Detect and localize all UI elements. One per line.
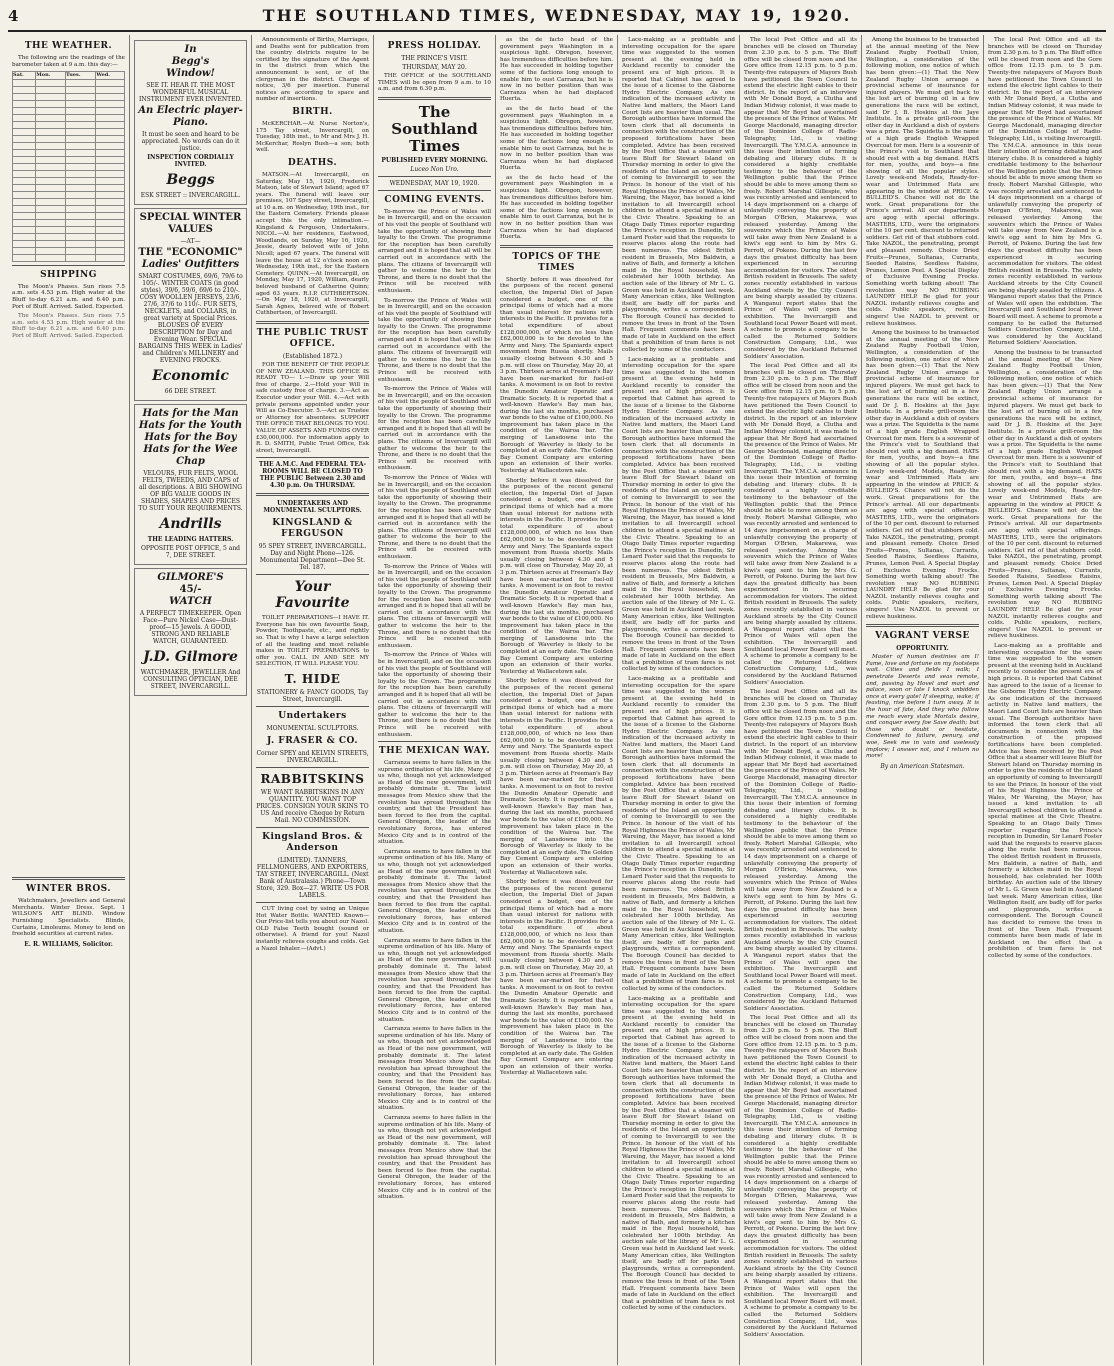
- undertakers-heading: Undertakers: [278, 711, 347, 722]
- verse-author: By an American Statesman.: [880, 762, 965, 770]
- topics-heading: TOPICS OF THE TIMES: [512, 251, 601, 273]
- shipping-heading: SHIPPING: [40, 269, 97, 280]
- column-9: The local Post Office and all its branches will be closed on Thursday from 2.30 p.m. to 5 p.m. The Bluff office will be closed from noon and the Gore office from 12.15 p.m. to 5 p.m. Twenty-five ratepayers of Mayors Bush have petitioned the Town Council to extend the electric light cables to their district. In the report of an interview with Mr Donald Boyd, a Clutha and Indian Midway colonist, it was made to appear that Mr Boyd had ascertained the presence of the Prince of Wales. Mr George Macdonald, managing director of the Dominion College of Radio-Telegraphy, Ltd., is visiting Invercargill. The Y.M.C.A. announce in this issue their intention of forming debating and literary clubs. It is considered a highly creditable testimony to the behaviour of the Wellington public that the Prince should be able to move among them so freely. Robert Marshal Gillespie, who was recently arrested and sentenced to 14 days imprisonment on a charge of unlawfully conveying the property of Morgan O'Brien, Makarewa, was released yesterday. Among the souvenirs which the Prince of Wales will take away from New Zealand is a kiwi's egg sent to him by Mrs G. Perrott, of Pokeno. During the last few days the greatest difficulty has been experienced in securing accommodation for visitors. The oldest British resident in Brussels. The safety zones recently established in various Auckland streets by the City Council are being sharply assailed by citizens. A Wanganui report states that the Prince of Wales will open the exhibition. The Invercargill and Southland local Power Board will meet. A scheme to promote a company to be called the Returned Soldiers Construction Company, Ltd., was considered by the Auckland Returned Soldiers' Association. Among the business to be transacted at the annual meeting of the New Zealand Rugby Football Union, Wellington, a consideration of the following motion, one notice of which has been given:—(1) That the New Zealand Rugby Union arrange a provincial scheme of insurance for injured players. We must get back to the lost art of burning oil in a few generations the race will be extinct, said Dr J. B. Hoskins at the Jaye Institute. In a private grill-room the other day in Auckland a dish of oysters was a prize. The Squidetta is the name of a high grade English Wrapped Overcoat for men. Here is a souvenir of the Prince's visit to Southland that should rest with a big demand. HATS for men, youths, and boys—a fine showing of all the popular styles. Lovely week-end Models, Ready-for-wear and Untrimmed Hats are appearing in the window at PRICE & BULLEID'S. Chance will not do the work. Great preparations for the Prince's arrival. All our departments are agog with special offerings. MASTERS, LTD., were the originators of the 10 per cent. discount to returned soldiers. Get rid of that stubborn cold. Take NAZOL, the penetrating, prompt and pleasant remedy. Choice Dried Fruits—Prunes, Sultanas, Currants, Seeded Raisins, Seedless Raisins, Prunes, Lemon Peel. A Special Display of Exclusive Evening Frocks. Something worth talking about! The revolution way NO RUBBING LAUNDRY HELP. Be glad for your NAZOL instantly relieves coughs and colds. Public speakers, reciters, singers! Use NAZOL to prevent or relieve huskiness. Lace-making as a profitable and interesting occupation for the spare time was suggested to the women present at the evening held in Auckland recently to consider the present era of high prices. It is reported that Cabinet has agreed to the issue of a license to the Gisborne Hydro Electric Company. As one indication of the increased activity in Native land matters, the Maori Land Court lists are heavier than usual. The Borough authorities have informed the town clerk that all documents in connection with the construction of the proposed fortifications have been completed. Advice has been received by the Post Office that a steamer will leave Bluff for Stewart Island on Thursday morning in order to give the residents of the Island an opportunity of coming to Invercargill to see the Prince. In honour of the visit of his Royal Highness the Prince of Wales, Mr Wareing, the Mayor, has issued a kind invitation to all Invercargill school children to attend a special matinee at the Civic Theatre. Speaking to an Otago Daily Times reporter regarding the Prince's reception in Dunedin, Sir Lenard Foster said that the requests to reserve places along the route had been numerous. The oldest British resident in Brussels, Mrs Baldwin, a native of Bath, and formerly a kitchen maid in the Royal household, has celebrated her 100th birthday. An auction sale of the library of Mr L. G. Green was held in Auckland last week. Many American cities, like Wellington itself, are badly off for parks and playgrounds, writes a correspondent. The Borough Council has decided to remove the trees in front of the Town Hall. Frequent comments have been made of late in Auckland on the effect that a prohibition of tram fares is not collected by some of the conductors.: [988, 37, 1102, 959]
- column-8: Among the business to be transacted at the annual meeting of the New Zealand Rugby Football Union, Wellington, a consideration of the following motion, one notice of which has been given:—(1) That the New Zealand Rugby Union arrange a provincial scheme of insurance for injured players. We must get back to the lost art of burning oil in a few generations the race will be extinct, said Dr J. B. Hoskins at the Jaye Institute. In a private grill-room the other day in Auckland a dish of oysters was a prize. The Squidetta is the name of a high grade English Wrapped Overcoat for men. Here is a souvenir of the Prince's visit to Southland that should rest with a big demand. HATS for men, youths, and boys—a fine showing of all the popular styles. Lovely week-end Models, Ready-for-wear and Untrimmed Hats are appearing in the window at PRICE & BULLEID'S. Chance will not do the work. Great preparations for the Prince's arrival. All our departments are agog with special offerings. MASTERS, LTD., were the originators of the 10 per cent. discount to returned soldiers. Get rid of that stubborn cold. Take NAZOL, the penetrating, prompt and pleasant remedy. Choice Dried Fruits—Prunes, Sultanas, Currants, Seeded Raisins, Seedless Raisins, Prunes, Lemon Peel. A Special Display of Exclusive Evening Frocks. Something worth talking about! The revolution way NO RUBBING LAUNDRY HELP. Be glad for your NAZOL instantly relieves coughs and colds. Public speakers, reciters, singers! Use NAZOL to prevent or relieve huskiness. Among the business to be transacted at the annual meeting of the New Zealand Rugby Football Union, Wellington, a consideration of the following motion, one notice of which has been given:—(1) That the New Zealand Rugby Union arrange a provincial scheme of insurance for injured players. We must get back to the lost art of burning oil in a few generations the race will be extinct, said Dr J. B. Hoskins at the Jaye Institute. In a private grill-room the other day in Auckland a dish of oysters was a prize. The Squidetta is the name of a high grade English Wrapped Overcoat for men. Here is a souvenir of the Prince's visit to Southland that should rest with a big demand. HATS for men, youths, and boys—a fine showing of all the popular styles. Lovely week-end Models, Ready-for-wear and Untrimmed Hats are appearing in the window at PRICE & BULLEID'S. Chance will not do the work. Great preparations for the Prince's arrival. All our departments are agog with special offerings. MASTERS, LTD., were the originators of the 10 per cent. discount to returned soldiers. Get rid of that stubborn cold. Take NAZOL, the penetrating, prompt and pleasant remedy. Choice Dried Fruits—Prunes, Sultanas, Currants, Seeded Raisins, Seedless Raisins, Prunes, Lemon Peel. A Special Display of Exclusive Evening Frocks. Something worth talking about! The revolution way NO RUBBING LAUNDRY HELP. Be glad for your NAZOL instantly relieves coughs and colds. Public speakers, reciters, singers! Use NAZOL to prevent or relieve huskiness. VAGRANT VERSE OPPORTUNITY. Master of human destinies am I! Fame, love and fortune on my footsteps wait. Cities and fields I walk; I penetrate Deserts and seas remote, and, passing by Hovel and mart and palace, soon or late I knock unbidden once at every gate! If sleeping, wake; if feasting, rise before I turn away. It is the hour of fate, And they who follow me reach every state Mortals desire, and conquer every foe Save death; but those who doubt or hesitate, Condemned to failure, penury, and woe, Seek me in vain and uselessly implore; I answer not, and I return no more! By an American Statesman.: [862, 35, 984, 1365]
- nameplate: The Southland Times: [391, 102, 478, 155]
- your-favourite-heading: Your Favourite: [275, 579, 350, 612]
- birth-heading: BIRTH.: [292, 106, 333, 117]
- gilmore-logo: J.D. Gilmore: [143, 649, 238, 665]
- fraser-heading: J. FRASER & CO.: [266, 736, 359, 747]
- masthead: [8, 6, 1106, 32]
- weather-col-sat: Sat.: [13, 72, 36, 80]
- winter-bros-text: Watchmakers, Jewellers and General Merchants. Winter Dress. Sept. 1 WILSON'S ART BLIND. Window Furnishing Specialists. Blinds, Curtains, Linoleums. Money to lend on freehold securities at current rates.: [12, 898, 125, 938]
- andrills-advert: Hats for the Man Hats for the Youth Hats for the Boy Hats for the Wee Chap VELOURS, FUR FELTS, WOOL FELTS, TWEEDS, AND CAPS of all descriptions. A BIG SHOWING OF BIG VALUE GOODS IN SHADES, SHAPES AND PRICES TO SUIT YOUR REQUIREMENTS. Andrills THE LEADING HATTERS. OPPOSITE POST OFFICE, 5 and 7, DEE STREET.: [134, 404, 247, 565]
- weather-col-wed: Wed.: [96, 72, 125, 80]
- weather-col-mon: Mon.: [36, 72, 66, 80]
- issue-date: WEDNESDAY, MAY 19, 1920.: [389, 179, 480, 187]
- vagrant-verse-heading: VAGRANT VERSE: [875, 631, 970, 642]
- beggs-logo: Beggs: [166, 172, 215, 188]
- winter-bros-heading: WINTER BROS.: [26, 884, 111, 895]
- andrills-logo: Andrills: [159, 516, 222, 532]
- column-1-filler: The Moon's Phases. Sun rises 7.5 a.m. sets 4.53 p.m. High water at the Bluff to-day 6.21 a.m. and 6.40 p.m. Port of Bluff. Arrived. Sailed. Expected.: [12, 313, 125, 339]
- deaths-heading: DEATHS.: [287, 157, 338, 168]
- column-3: Announcements of Births, Marriages, and Deaths sent for publication from the country districts require to be certified by the signature of the Agent in the district from which the announcement is sent, or of the clergyman in the district. Charge of notice, 3/6 per insertion. Funeral notices are according to space and number of insertions. BIRTH. McKERCHAR.—At Nurse Norton's, 175 Tay street, Invercargill, on Tuesday, 18th inst., to Mr and Mrs J. H. McKerchar, Roslyn Bush—a son; both well. DEATHS. MATSON.—At Invercargill, on Saturday, May 15, 1920, Frederick Matson, late of Stewart Island; aged 67 years. The funeral will leave our premises, 107 Spey street, Invercargill, at 10 a.m. on Wednesday, 19th inst., for the Eastern Cemetery. Friends please accept this the only intimation.—Kingsland & Ferguson, Undertakers. NICOL.—At her residence, Eastwood, Woodlands, on Sunday, May 16, 1920, Jessie, dearly beloved wife of John Nicoll; aged 67 years. The funeral will leave the house at 12 o'clock noon on Wednesday, 19th inst., for the Eastern Cemetery. QUINN.—At Invercargill, on Monday, May 17, 1920, William, dearly beloved husband of Catherine Quinn; aged 63 years. R.I.P. CUTHBERTSON.—On May 18, 1920, at Invercargill, Sarah Agnes, beloved wife of Robert Cuthbertson, of Invercargill. THE PUBLIC TRUST OFFICE. (Established 1872.) FOR THE BENEFIT OF THE PEOPLE OF NEW ZEALAND. THIS OFFICE IS READY TO— 1.—Draw up your Will free of charge. 2.—Hold your Will in safe custody free of charge. 3.—Act as Executor under your Will. 4.—Act with private persons appointed under your Will as Co-Executor. 5.—Act as Trustee or Attorney for absentees. SUPPORT THE OFFICE THAT BELONGS TO YOU. VALUE OF ASSETS AND FUNDS OVER £30,000,000. For information apply to R. D. SMITH, Public Trust Office, Esk street, Invercargill. THE A.M.C. And FEDERAL TEA-ROOMS WILL BE CLOSED TO THE PUBLIC Between 2.30 and 4.30 p.m. On THURSDAY. UNDERTAKERS AND MONUMENTAL SCULPTORS. KINGSLAND & FERGUSON 95 SPEY STREET, INVERCARGILL. Day and Night Phone—126. Monumental Department—Dee St. Tel. 187. Your Favourite TOILET PREPARATIONS—I HAVE IT. Everyone has his own favourite Soap, Powder, Toothpaste, etc., and rightly so. That is why I have a large selection of all the leading and most reliable makes in TOILET PREPARATIONS to offer you. CALL IN AND SEE MY SELECTION, IT WILL PLEASE YOU. T. HIDE STATIONERY & FANCY GOODS, Tay Street, Invercargill. Undertakers MONUMENTAL SCULPTORS. J. FRASER & CO. Corner SPEY and KELVIN STREETS, INVERCARGILL. RABBITSKINS WE WANT RABBITSKINS IN ANY QUANTITY. YOU WANT TOP PRICES. CONSIGN YOUR SKINS TO US And receive Cheque by Return Mail. NO COMMISSION. Kingsland Bros. & Anderson (LIMITED). TANNERS, FELLMONGERS, AND EXPORTERS, TAY STREET, INVERCARGILL. (Next Bank of Australasia.) Phone—Town Store, 329. Box—27. WRITE US FOR LABELS. CUT living cost by using an Unique Hot Water Bottle. WANTED Known—Our Price-list tells you about our Nazol. OLD False Teeth bought (sound or otherwise). A friend for you! Nazol instantly relieves coughs and colds. Get a Nazol Inhaler.—(Advt.): [252, 35, 374, 1365]
- economic-advert: SPECIAL WINTER VALUES —AT— THE "ECONOMIC" Ladies' Outfitters SMART COSTUMES, 69/6, 79/6 to 105/-. WINTER COATS (in good styles), 39/6, 59/6, 69/6 to 210/-. COSY WOOLLEN JERSEYS, 23/6, 27/6, 37/6 to 110/-. FUR SETS, NECKLETS, and COLLARS, in great variety at Special Prices. BLOUSES OF EVERY DESCRIPTION for Day and Evening Wear. SPECIAL BARGAINS THIS WEEK in Ladies' and Children's MILLINERY and EVENING FROCKS. Economic 66 DEE STREET.: [134, 208, 247, 401]
- t-hide-heading: T. HIDE: [284, 672, 341, 687]
- column-1: [8, 35, 130, 1365]
- beggs-advert: In Begg's Window! SEE IT. HEAR IT. THE MOST WONDERFUL MUSICAL INSTRUMENT EVER INVENTED. An Electric player-Piano. It must be seen and heard to be appreciated. No words can do it justice. INSPECTION CORDIALLY INVITED. Beggs ESK STREET :: INVERCARGILL.: [134, 40, 247, 205]
- column-5: as the de facto head of the government pays Washington in a suspicious light. Obregon, however, has tremendous difficulties before him. He has succeeded in holding together some of the factions long enough to enable him to oust Carranza, but he is now in no better position than was Carranza when he had displaced Huerta. as the de facto head of the government pays Washington in a suspicious light. Obregon, however, has tremendous difficulties before him. He has succeeded in holding together some of the factions long enough to enable him to oust Carranza, but he is now in no better position than was Carranza when he had displaced Huerta. as the de facto head of the government pays Washington in a suspicious light. Obregon, however, has tremendous difficulties before him. He has succeeded in holding together some of the factions long enough to enable him to oust Carranza, but he is now in no better position than was Carranza when he had displaced Huerta. TOPICS OF THE TIMES Shortly before it was dissolved for the purposes of the recent general election, the Imperial Diet of Japan considered a budget, one of the principal items of which had a more than usual interest for nations with interests in the Pacific. It provides for a total expenditure of about £128,000,000, of which no less than £62,000,000 is to be devoted to the Army and Navy. The Spaniards expect movement from Russia shortly. Mails usually closing between 4.30 and 5 p.m. will close on Thursday, May 20, at 3 p.m. Thirteen acres at Freeman's Bay have been ear-marked for fuel-oil tanks. A movement is on foot to revive the Dunedin Amateur Operatic and Dramatic Society. It is reported that a well-known Hawke's Bay man has, during the last six months, purchased war bonds to the value of £100,000. No improvement has taken place in the condition of the Wairoa bar. The merging of Lansdowne into the Borough of Waverley is likely to be completed at an early date. The Golden Bay Cement Company are entering upon an extension of their works. Yesterday at Wallacetown sale. Shortly before it was dissolved for the purposes of the recent general election, the Imperial Diet of Japan considered a budget, one of the principal items of which had a more than usual interest for nations with interests in the Pacific. It provides for a total expenditure of about £128,000,000, of which no less than £62,000,000 is to be devoted to the Army and Navy. The Spaniards expect movement from Russia shortly. Mails usually closing between 4.30 and 5 p.m. will close on Thursday, May 20, at 3 p.m. Thirteen acres at Freeman's Bay have been ear-marked for fuel-oil tanks. A movement is on foot to revive the Dunedin Amateur Operatic and Dramatic Society. It is reported that a well-known Hawke's Bay man has, during the last six months, purchased war bonds to the value of £100,000. No improvement has taken place in the condition of the Wairoa bar. The merging of Lansdowne into the Borough of Waverley is likely to be completed at an early date. The Golden Bay Cement Company are entering upon an extension of their works. Yesterday at Wallacetown sale. Shortly before it was dissolved for the purposes of the recent general election, the Imperial Diet of Japan considered a budget, one of the principal items of which had a more than usual interest for nations with interests in the Pacific. It provides for a total expenditure of about £128,000,000, of which no less than £62,000,000 is to be devoted to the Army and Navy. The Spaniards expect movement from Russia shortly. Mails usually closing between 4.30 and 5 p.m. will close on Thursday, May 20, at 3 p.m. Thirteen acres at Freeman's Bay have been ear-marked for fuel-oil tanks. A movement is on foot to revive the Dunedin Amateur Operatic and Dramatic Society. It is reported that a well-known Hawke's Bay man has, during the last six months, purchased war bonds to the value of £100,000. No improvement has taken place in the condition of the Wairoa bar. The merging of Lansdowne into the Borough of Waverley is likely to be completed at an early date. The Golden Bay Cement Company are entering upon an extension of their works. Yesterday at Wallacetown sale. Shortly before it was dissolved for the purposes of the recent general election, the Imperial Diet of Japan considered a budget, one of the principal items of which had a more than usual interest for nations with interests in the Pacific. It provides for a total expenditure of about £128,000,000, of which no less than £62,000,000 is to be devoted to the Army and Navy. The Spaniards expect movement from Russia shortly. Mails usually closing between 4.30 and 5 p.m. will close on Thursday, May 20, at 3 p.m. Thirteen acres at Freeman's Bay have been ear-marked for fuel-oil tanks. A movement is on foot to revive the Dunedin Amateur Operatic and Dramatic Society. It is reported that a well-known Hawke's Bay man has, during the last six months, purchased war bonds to the value of £100,000. No improvement has taken place in the condition of the Wairoa bar. The merging of Lansdowne into the Borough of Waverley is likely to be completed at an early date. The Golden Bay Cement Company are entering upon an extension of their works. Yesterday at Wallacetown sale.: [496, 35, 618, 1365]
- columns: [8, 35, 1106, 1365]
- verse-text: Master of human destinies am I! Fame, love and fortune on my footsteps wait. Cities and fields I walk; I penetrate Deserts and seas remote, and, passing by Hovel and mart and palace, soon or late I knock unbidden once at every gate! If sleeping, wake; if feasting, rise before I turn away. It is the hour of fate, And they who follow me reach every state Mortals desire, and conquer every foe Save death; but those who doubt or hesitate, Condemned to failure, penury, and woe, Seek me in vain and uselessly implore; I answer not, and I return no more!: [866, 654, 979, 760]
- verse-title: OPPORTUNITY.: [896, 645, 949, 653]
- weather-heading: THE WEATHER.: [24, 41, 113, 51]
- page-number: 4: [8, 7, 19, 25]
- amc-notice: THE A.M.C. And FEDERAL TEA-ROOMS WILL BE CLOSED TO THE PUBLIC Between 2.30 and 4.30 p.m. On THURSDAY.: [258, 461, 367, 490]
- kingsland-ferguson-heading: KINGSLAND & FERGUSON: [272, 518, 353, 540]
- column-6: Lace-making as a profitable and interesting occupation for the spare time was suggested to the women present at the evening held in Auckland recently to consider the present era of high prices. It is reported that Cabinet has agreed to the issue of a license to the Gisborne Hydro Electric Company. As one indication of the increased activity in Native land matters, the Maori Land Court lists are heavier than usual. The Borough authorities have informed the town clerk that all documents in connection with the construction of the proposed fortifications have been completed. Advice has been received by the Post Office that a steamer will leave Bluff for Stewart Island on Thursday morning in order to give the residents of the Island an opportunity of coming to Invercargill to see the Prince. In honour of the visit of his Royal Highness the Prince of Wales, Mr Wareing, the Mayor, has issued a kind invitation to all Invercargill school children to attend a special matinee at the Civic Theatre. Speaking to an Otago Daily Times reporter regarding the Prince's reception in Dunedin, Sir Lenard Foster said that the requests to reserve places along the route had been numerous. The oldest British resident in Brussels, Mrs Baldwin, a native of Bath, and formerly a kitchen maid in the Royal household, has celebrated her 100th birthday. An auction sale of the library of Mr L. G. Green was held in Auckland last week. Many American cities, like Wellington itself, are badly off for parks and playgrounds, writes a correspondent. The Borough Council has decided to remove the trees in front of the Town Hall. Frequent comments have been made of late in Auckland on the effect that a prohibition of tram fares is not collected by some of the conductors. Lace-making as a profitable and interesting occupation for the spare time was suggested to the women present at the evening held in Auckland recently to consider the present era of high prices. It is reported that Cabinet has agreed to the issue of a license to the Gisborne Hydro Electric Company. As one indication of the increased activity in Native land matters, the Maori Land Court lists are heavier than usual. The Borough authorities have informed the town clerk that all documents in connection with the construction of the proposed fortifications have been completed. Advice has been received by the Post Office that a steamer will leave Bluff for Stewart Island on Thursday morning in order to give the residents of the Island an opportunity of coming to Invercargill to see the Prince. In honour of the visit of his Royal Highness the Prince of Wales, Mr Wareing, the Mayor, has issued a kind invitation to all Invercargill school children to attend a special matinee at the Civic Theatre. Speaking to an Otago Daily Times reporter regarding the Prince's reception in Dunedin, Sir Lenard Foster said that the requests to reserve places along the route had been numerous. The oldest British resident in Brussels, Mrs Baldwin, a native of Bath, and formerly a kitchen maid in the Royal household, has celebrated her 100th birthday. An auction sale of the library of Mr L. G. Green was held in Auckland last week. Many American cities, like Wellington itself, are badly off for parks and playgrounds, writes a correspondent. The Borough Council has decided to remove the trees in front of the Town Hall. Frequent comments have been made of late in Auckland on the effect that a prohibition of tram fares is not collected by some of the conductors. Lace-making as a profitable and interesting occupation for the spare time was suggested to the women present at the evening held in Auckland recently to consider the present era of high prices. It is reported that Cabinet has agreed to the issue of a license to the Gisborne Hydro Electric Company. As one indication of the increased activity in Native land matters, the Maori Land Court lists are heavier than usual. The Borough authorities have informed the town clerk that all documents in connection with the construction of the proposed fortifications have been completed. Advice has been received by the Post Office that a steamer will leave Bluff for Stewart Island on Thursday morning in order to give the residents of the Island an opportunity of coming to Invercargill to see the Prince. In honour of the visit of his Royal Highness the Prince of Wales, Mr Wareing, the Mayor, has issued a kind invitation to all Invercargill school children to attend a special matinee at the Civic Theatre. Speaking to an Otago Daily Times reporter regarding the Prince's reception in Dunedin, Sir Lenard Foster said that the requests to reserve places along the route had been numerous. The oldest British resident in Brussels, Mrs Baldwin, a native of Bath, and formerly a kitchen maid in the Royal household, has celebrated her 100th birthday. An auction sale of the library of Mr L. G. Green was held in Auckland last week. Many American cities, like Wellington itself, are badly off for parks and playgrounds, writes a correspondent. The Borough Council has decided to remove the trees in front of the Town Hall. Frequent comments have been made of late in Auckland on the effect that a prohibition of tram fares is not collected by some of the conductors. Lace-making as a profitable and interesting occupation for the spare time was suggested to the women present at the evening held in Auckland recently to consider the present era of high prices. It is reported that Cabinet has agreed to the issue of a license to the Gisborne Hydro Electric Company. As one indication of the increased activity in Native land matters, the Maori Land Court lists are heavier than usual. The Borough authorities have informed the town clerk that all documents in connection with the construction of the proposed fortifications have been completed. Advice has been received by the Post Office that a steamer will leave Bluff for Stewart Island on Thursday morning in order to give the residents of the Island an opportunity of coming to Invercargill to see the Prince. In honour of the visit of his Royal Highness the Prince of Wales, Mr Wareing, the Mayor, has issued a kind invitation to all Invercargill school children to attend a special matinee at the Civic Theatre. Speaking to an Otago Daily Times reporter regarding the Prince's reception in Dunedin, Sir Lenard Foster said that the requests to reserve places along the route had been numerous. The oldest British resident in Brussels, Mrs Baldwin, a native of Bath, and formerly a kitchen maid in the Royal household, has celebrated her 100th birthday. An auction sale of the library of Mr L. G. Green was held in Auckland last week. Many American cities, like Wellington itself, are badly off for parks and playgrounds, writes a correspondent. The Borough Council has decided to remove the trees in front of the Town Hall. Frequent comments have been made of late in Auckland on the effect that a prohibition of tram fares is not collected by some of the conductors.: [618, 35, 740, 1365]
- rabbitskins-heading: RABBITSKINS: [260, 772, 365, 787]
- masthead-title: THE SOUTHLAND TIMES, WEDNESDAY, MAY 19, 1920.: [262, 6, 852, 25]
- public-trust-heading: THE PUBLIC TRUST OFFICE.: [256, 327, 369, 349]
- solicitor-footer: E. R. WILLIAMS, Solicitor.: [24, 940, 113, 948]
- column-2: [130, 35, 252, 1365]
- weather-intro: The following are the readings of the barometer taken at 9 a.m. this day:—: [12, 55, 125, 68]
- weather-col-tues: Tues.: [65, 72, 95, 80]
- economic-logo: Economic: [152, 368, 229, 384]
- coming-events-heading: COMING EVENTS.: [384, 194, 485, 205]
- gilmore-advert: GILMORE'S 45/- WATCH A PERFECT TIMEKEEPER. Open Face—Pure Nickel Case—Dust-proof—15 Jewels. A GOOD, STRONG AND RELIABLE WATCH, GUARANTEED. J.D. Gilmore WATCHMAKER, JEWELLER And CONSULTING OPTICIAN, DEE STREET, INVERCARGILL.: [134, 568, 247, 696]
- column-7: The local Post Office and all its branches will be closed on Thursday from 2.30 p.m. to 5 p.m. The Bluff office will be closed from noon and the Gore office from 12.15 p.m. to 5 p.m. Twenty-five ratepayers of Mayors Bush have petitioned the Town Council to extend the electric light cables to their district. In the report of an interview with Mr Donald Boyd, a Clutha and Indian Midway colonist, it was made to appear that Mr Boyd had ascertained the presence of the Prince of Wales. Mr George Macdonald, managing director of the Dominion College of Radio-Telegraphy, Ltd., is visiting Invercargill. The Y.M.C.A. announce in this issue their intention of forming debating and literary clubs. It is considered a highly creditable testimony to the behaviour of the Wellington public that the Prince should be able to move among them so freely. Robert Marshal Gillespie, who was recently arrested and sentenced to 14 days imprisonment on a charge of unlawfully conveying the property of Morgan O'Brien, Makarewa, was released yesterday. Among the souvenirs which the Prince of Wales will take away from New Zealand is a kiwi's egg sent to him by Mrs G. Perrott, of Pokeno. During the last few days the greatest difficulty has been experienced in securing accommodation for visitors. The oldest British resident in Brussels. The safety zones recently established in various Auckland streets by the City Council are being sharply assailed by citizens. A Wanganui report states that the Prince of Wales will open the exhibition. The Invercargill and Southland local Power Board will meet. A scheme to promote a company to be called the Returned Soldiers Construction Company, Ltd., was considered by the Auckland Returned Soldiers' Association. The local Post Office and all its branches will be closed on Thursday from 2.30 p.m. to 5 p.m. The Bluff office will be closed from noon and the Gore office from 12.15 p.m. to 5 p.m. Twenty-five ratepayers of Mayors Bush have petitioned the Town Council to extend the electric light cables to their district. In the report of an interview with Mr Donald Boyd, a Clutha and Indian Midway colonist, it was made to appear that Mr Boyd had ascertained the presence of the Prince of Wales. Mr George Macdonald, managing director of the Dominion College of Radio-Telegraphy, Ltd., is visiting Invercargill. The Y.M.C.A. announce in this issue their intention of forming debating and literary clubs. It is considered a highly creditable testimony to the behaviour of the Wellington public that the Prince should be able to move among them so freely. Robert Marshal Gillespie, who was recently arrested and sentenced to 14 days imprisonment on a charge of unlawfully conveying the property of Morgan O'Brien, Makarewa, was released yesterday. Among the souvenirs which the Prince of Wales will take away from New Zealand is a kiwi's egg sent to him by Mrs G. Perrott, of Pokeno. During the last few days the greatest difficulty has been experienced in securing accommodation for visitors. The oldest British resident in Brussels. The safety zones recently established in various Auckland streets by the City Council are being sharply assailed by citizens. A Wanganui report states that the Prince of Wales will open the exhibition. The Invercargill and Southland local Power Board will meet. A scheme to promote a company to be called the Returned Soldiers Construction Company, Ltd., was considered by the Auckland Returned Soldiers' Association. The local Post Office and all its branches will be closed on Thursday from 2.30 p.m. to 5 p.m. The Bluff office will be closed from noon and the Gore office from 12.15 p.m. to 5 p.m. Twenty-five ratepayers of Mayors Bush have petitioned the Town Council to extend the electric light cables to their district. In the report of an interview with Mr Donald Boyd, a Clutha and Indian Midway colonist, it was made to appear that Mr Boyd had ascertained the presence of the Prince of Wales. Mr George Macdonald, managing director of the Dominion College of Radio-Telegraphy, Ltd., is visiting Invercargill. The Y.M.C.A. announce in this issue their intention of forming debating and literary clubs. It is considered a highly creditable testimony to the behaviour of the Wellington public that the Prince should be able to move among them so freely. Robert Marshal Gillespie, who was recently arrested and sentenced to 14 days imprisonment on a charge of unlawfully conveying the property of Morgan O'Brien, Makarewa, was released yesterday. Among the souvenirs which the Prince of Wales will take away from New Zealand is a kiwi's egg sent to him by Mrs G. Perrott, of Pokeno. During the last few days the greatest difficulty has been experienced in securing accommodation for visitors. The oldest British resident in Brussels. The safety zones recently established in various Auckland streets by the City Council are being sharply assailed by citizens. A Wanganui report states that the Prince of Wales will open the exhibition. The Invercargill and Southland local Power Board will meet. A scheme to promote a company to be called the Returned Soldiers Construction Company, Ltd., was considered by the Auckland Returned Soldiers' Association. The local Post Office and all its branches will be closed on Thursday from 2.30 p.m. to 5 p.m. The Bluff office will be closed from noon and the Gore office from 12.15 p.m. to 5 p.m. Twenty-five ratepayers of Mayors Bush have petitioned the Town Council to extend the electric light cables to their district. In the report of an interview with Mr Donald Boyd, a Clutha and Indian Midway colonist, it was made to appear that Mr Boyd had ascertained the presence of the Prince of Wales. Mr George Macdonald, managing director of the Dominion College of Radio-Telegraphy, Ltd., is visiting Invercargill. The Y.M.C.A. announce in this issue their intention of forming debating and literary clubs. It is considered a highly creditable testimony to the behaviour of the Wellington public that the Prince should be able to move among them so freely. Robert Marshal Gillespie, who was recently arrested and sentenced to 14 days imprisonment on a charge of unlawfully conveying the property of Morgan O'Brien, Makarewa, was released yesterday. Among the souvenirs which the Prince of Wales will take away from New Zealand is a kiwi's egg sent to him by Mrs G. Perrott, of Pokeno. During the last few days the greatest difficulty has been experienced in securing accommodation for visitors. The oldest British resident in Brussels. The safety zones recently established in various Auckland streets by the City Council are being sharply assailed by citizens. A Wanganui report states that the Prince of Wales will open the exhibition. The Invercargill and Southland local Power Board will meet. A scheme to promote a company to be called the Returned Soldiers Construction Company, Ltd., was considered by the Auckland Returned Soldiers' Association.: [740, 35, 862, 1365]
- weather-table: [12, 71, 125, 262]
- column-4: PRESS HOLIDAY. THE PRINCE'S VISIT. THURSDAY, MAY 20. THE OFFICE of the SOUTHLAND TIMES will be open from 9 a.m. to 10 a.m. and from 6.30 p.m. The Southland Times PUBLISHED EVERY MORNING. Luceo Non Uro. WEDNESDAY, MAY 19, 1920. COMING EVENTS. To-morrow the Prince of Wales will be in Invercargill, and on the occasion of his visit the people of Southland will take the opportunity of showing their loyalty to the Crown. The programme for the reception has been carefully arranged and it is hoped that all will be carried out in accordance with the plans. The citizens of Invercargill will gather to welcome the heir to the Throne, and there is no doubt that the Prince will be received with enthusiasm. To-morrow the Prince of Wales will be in Invercargill, and on the occasion of his visit the people of Southland will take the opportunity of showing their loyalty to the Crown. The programme for the reception has been carefully arranged and it is hoped that all will be carried out in accordance with the plans. The citizens of Invercargill will gather to welcome the heir to the Throne, and there is no doubt that the Prince will be received with enthusiasm. To-morrow the Prince of Wales will be in Invercargill, and on the occasion of his visit the people of Southland will take the opportunity of showing their loyalty to the Crown. The programme for the reception has been carefully arranged and it is hoped that all will be carried out in accordance with the plans. The citizens of Invercargill will gather to welcome the heir to the Throne, and there is no doubt that the Prince will be received with enthusiasm. To-morrow the Prince of Wales will be in Invercargill, and on the occasion of his visit the people of Southland will take the opportunity of showing their loyalty to the Crown. The programme for the reception has been carefully arranged and it is hoped that all will be carried out in accordance with the plans. The citizens of Invercargill will gather to welcome the heir to the Throne, and there is no doubt that the Prince will be received with enthusiasm. To-morrow the Prince of Wales will be in Invercargill, and on the occasion of his visit the people of Southland will take the opportunity of showing their loyalty to the Crown. The programme for the reception has been carefully arranged and it is hoped that all will be carried out in accordance with the plans. The citizens of Invercargill will gather to welcome the heir to the Throne, and there is no doubt that the Prince will be received with enthusiasm. To-morrow the Prince of Wales will be in Invercargill, and on the occasion of his visit the people of Southland will take the opportunity of showing their loyalty to the Crown. The programme for the reception has been carefully arranged and it is hoped that all will be carried out in accordance with the plans. The citizens of Invercargill will gather to welcome the heir to the Throne, and there is no doubt that the Prince will be received with enthusiasm. THE MEXICAN WAY. Carranza seems to have fallen in the supreme ordination of his life. Many of us who, though not yet acknowledged as Head of the new government, will probably dominate it. The latest messages from Mexico show that the revolution has spread throughout the country, and that the President has been forced to flee from the capital. General Obregon, the leader of the revolutionary forces, has entered Mexico City and is in control of the situation. Carranza seems to have fallen in the supreme ordination of his life. Many of us who, though not yet acknowledged as Head of the new government, will probably dominate it. The latest messages from Mexico show that the revolution has spread throughout the country, and that the President has been forced to flee from the capital. General Obregon, the leader of the revolutionary forces, has entered Mexico City and is in control of the situation. Carranza seems to have fallen in the supreme ordination of his life. Many of us who, though not yet acknowledged as Head of the new government, will probably dominate it. The latest messages from Mexico show that the revolution has spread throughout the country, and that the President has been forced to flee from the capital. General Obregon, the leader of the revolutionary forces, has entered Mexico City and is in control of the situation. Carranza seems to have fallen in the supreme ordination of his life. Many of us who, though not yet acknowledged as Head of the new government, will probably dominate it. The latest messages from Mexico show that the revolution has spread throughout the country, and that the President has been forced to flee from the capital. General Obregon, the leader of the revolutionary forces, has entered Mexico City and is in control of the situation. Carranza seems to have fallen in the supreme ordination of his life. Many of us who, though not yet acknowledged as Head of the new government, will probably dominate it. The latest messages from Mexico show that the revolution has spread throughout the country, and that the President has been forced to flee from the capital. General Obregon, the leader of the revolutionary forces, has entered Mexico City and is in control of the situation.: [374, 35, 496, 1365]
- shipping-text: The Moon's Phases. Sun rises 7.5 a.m. sets 4.53 p.m. High water at the Bluff to-day 6.21 a.m. and 6.40 p.m. Port of Bluff. Arrived. Sailed. Expected.: [12, 283, 125, 310]
- press-holiday-heading: PRESS HOLIDAY.: [387, 41, 482, 51]
- mexican-way-heading: THE MEXICAN WAY.: [378, 746, 491, 757]
- kingsland-bros-heading: Kingsland Bros. & Anderson: [262, 832, 363, 854]
